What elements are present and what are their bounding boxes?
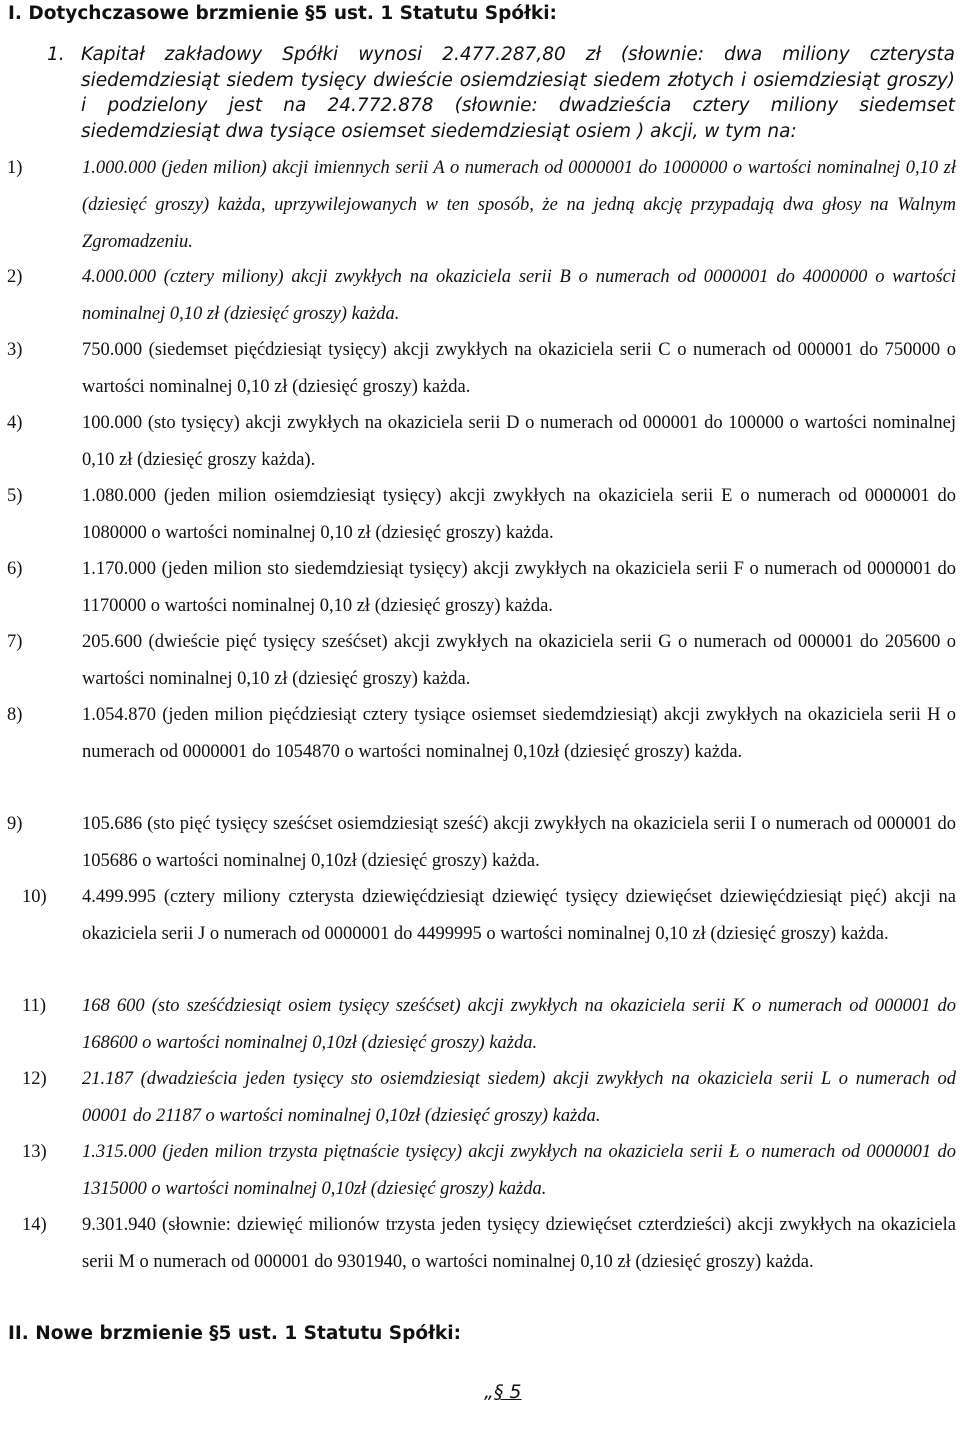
list-item-1 [0, 150, 960, 260]
list-item-text: 4.499.995 (cztery miliony czterysta dziewięćdziesiąt dziewięć tysięcy dziewięćset dziewięćdziesiąt pięć) akcji na okaziciela serii J o numerach od 0000001 do 4499995 o wartości nominalnej 0,10 zł (dziesięć groszy) każda. [82, 887, 956, 944]
list-item-10 [0, 879, 960, 953]
list-item-text: 105.686 (sto pięć tysięcy sześćset osiemdziesiąt sześć) akcji zwykłych na okaziciela serii I o numerach od 000001 do 105686 o wartości nominalnej 0,10zł (dziesięć groszy) każda. [82, 814, 956, 871]
list-item-number: 12) [22, 1069, 47, 1089]
section-2-heading: II. Nowe brzmienie §5 ust. 1 Statutu Spółki: [8, 1323, 461, 1344]
list-item-9 [0, 806, 960, 880]
list-item-number: 5) [7, 486, 23, 506]
list-item-number: 3) [7, 340, 23, 360]
intro-number: 1. [47, 44, 65, 65]
list-item-text: 1.054.870 (jeden milion pięćdziesiąt cztery tysiące osiemset siedemdziesiąt) akcji zwykłych na okaziciela serii H o numerach od 0000001 do 1054870 o wartości nominalnej 0,10zł (dziesięć groszy) każda. [82, 705, 956, 762]
list-item-number: 1) [7, 158, 23, 178]
list-item-number: 6) [7, 559, 23, 579]
list-item-number: 2) [7, 267, 23, 287]
list-item-14 [0, 1207, 960, 1281]
section-mark [484, 1380, 521, 1404]
list-item-text: 4.000.000 (cztery miliony) akcji zwykłych na okaziciela serii B o numerach od 0000001 do 4000000 o wartości nominalnej 0,10 zł (dziesięć groszy) każda. [82, 267, 956, 324]
list-item-number: 14) [22, 1215, 47, 1235]
intro-paragraph [47, 42, 955, 145]
list-item-number: 11) [22, 996, 46, 1016]
list-item-text: 21.187 (dwadzieścia jeden tysięcy sto osiemdziesiąt siedem) akcji zwykłych na okaziciela serii L o numerach od 00001 do 21187 o wartości nominalnej 0,10zł (dziesięć groszy) każda. [82, 1069, 956, 1126]
list-item-5 [0, 478, 960, 552]
list-item-11 [0, 988, 960, 1062]
list-item-8 [0, 697, 960, 771]
list-item-text: 9.301.940 (słownie: dziewięć milionów trzysta jeden tysięcy dziewięćset czterdzieści) akcji zwykłych na okaziciela serii M o numerach od 000001 do 9301940, o wartości nominalnej 0,10 zł (dziesięć groszy) każda. [82, 1215, 956, 1272]
intro-text: Kapitał zakładowy Spółki wynosi 2.477.287,80 zł (słownie: dwa miliony czterysta siedemdziesiąt siedem tysięcy dwieście osiemdziesiąt siedem złotych i osiemdziesiąt groszy) i podzielony jest na 24.772.878 (słownie: dwadzieścia cztery miliony siedemset siedemdziesiąt dwa tysiące osiemset siedemdziesiąt osiem ) akcji, w tym na: [81, 44, 955, 143]
list-item-text: 205.600 (dwieście pięć tysięcy sześćset) akcji zwykłych na okaziciela serii G o numerach od 000001 do 205600 o wartości nominalnej 0,10 zł (dziesięć groszy) każda. [82, 632, 956, 689]
list-item-6 [0, 551, 960, 625]
list-item-13 [0, 1134, 960, 1208]
list-item-text: 168 600 (sto sześćdziesiąt osiem tysięcy sześćset) akcji zwykłych na okaziciela serii K o numerach od 000001 do 168600 o wartości nominalnej 0,10zł (dziesięć groszy) każda. [82, 996, 956, 1053]
list-item-7 [0, 624, 960, 698]
list-item-text: 1.170.000 (jeden milion sto siedemdziesiąt tysięcy) akcji zwykłych na okaziciela serii F o numerach od 0000001 do 1170000 o wartości nominalnej 0,10 zł (dziesięć groszy) każda. [82, 559, 956, 616]
list-item-number: 13) [22, 1142, 47, 1162]
list-item-text: 1.315.000 (jeden milion trzysta piętnaście tysięcy) akcji zwykłych na okaziciela serii Ł o numerach od 0000001 do 1315000 o wartości nominalnej 0,10zł (dziesięć groszy) każda. [82, 1142, 956, 1199]
list-item-3 [0, 332, 960, 406]
list-item-number: 8) [7, 705, 23, 725]
list-item-text: 750.000 (siedemset pięćdziesiąt tysięcy) akcji zwykłych na okaziciela serii C o numerach od 000001 do 750000 o wartości nominalnej 0,10 zł (dziesięć groszy) każda. [82, 340, 956, 397]
list-item-2 [0, 259, 960, 333]
list-item-text: 1.080.000 (jeden milion osiemdziesiąt tysięcy) akcji zwykłych na okaziciela serii E o numerach od 0000001 do 1080000 o wartości nominalnej 0,10 zł (dziesięć groszy) każda. [82, 486, 956, 543]
list-item-text: 1.000.000 (jeden milion) akcji imiennych serii A o numerach od 0000001 do 1000000 o wartości nominalnej 0,10 zł (dziesięć groszy) każda, uprzywilejowanych w ten sposób, że na jedną akcję przypadają dwa głosy na Walnym Zgromadzeniu. [82, 158, 956, 252]
section-1-heading: I. Dotychczasowe brzmienie §5 ust. 1 Statutu Spółki: [8, 3, 557, 24]
section-number: § 5 [493, 1381, 522, 1403]
list-item-12 [0, 1061, 960, 1135]
opening-quote: „ [484, 1381, 494, 1403]
list-item-text: 100.000 (sto tysięcy) akcji zwykłych na okaziciela serii D o numerach od 000001 do 100000 o wartości nominalnej 0,10 zł (dziesięć groszy każda). [82, 413, 956, 470]
list-item-number: 4) [7, 413, 23, 433]
list-item-number: 10) [22, 887, 47, 907]
list-item-number: 7) [7, 632, 23, 652]
list-item-4 [0, 405, 960, 479]
list-item-number: 9) [7, 814, 23, 834]
